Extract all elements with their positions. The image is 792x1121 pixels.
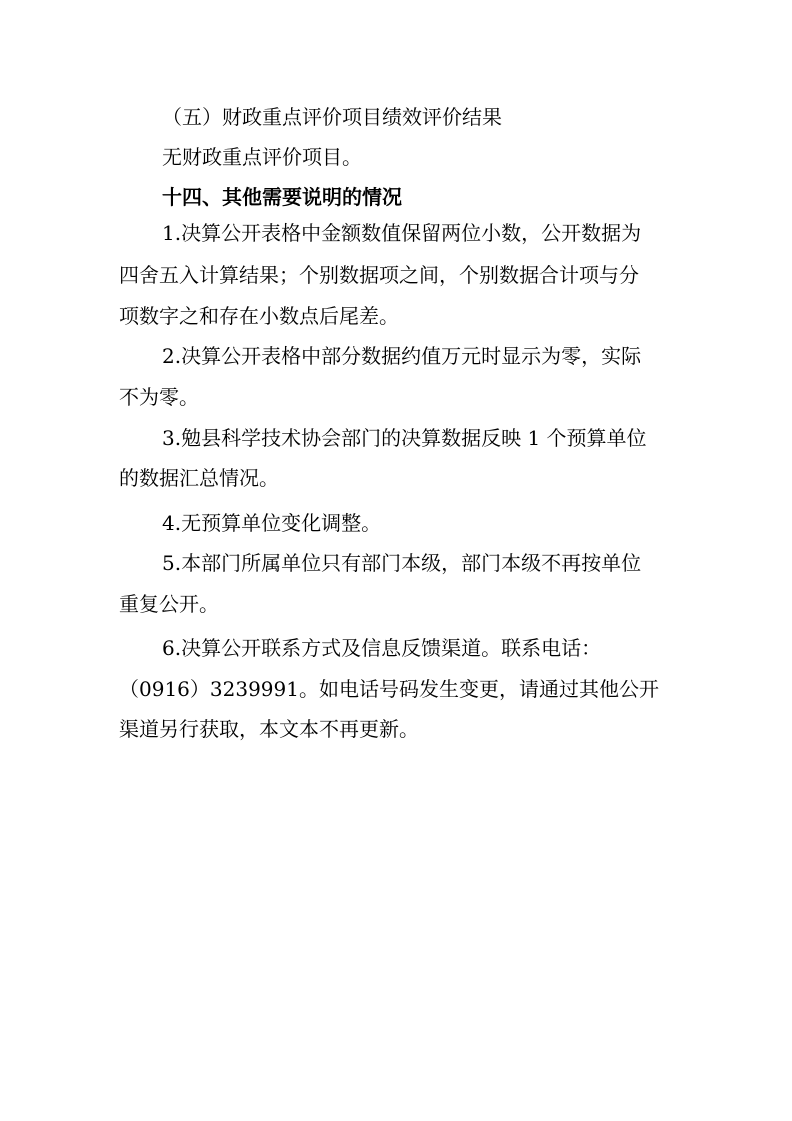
item-2-line-2: 不为零。 [119,385,199,409]
item-3-line-1: 3.勉县科学技术协会部门的决算数据反映 1 个预算单位 [162,426,647,450]
item-1-line-3: 项数字之和存在小数点后尾差。 [119,304,399,328]
section-five-body: 无财政重点评价项目。 [162,145,362,169]
item-5-line-2: 重复公开。 [119,592,219,616]
item-6-line-1: 6.决算公开联系方式及信息反馈渠道。联系电话： [162,636,602,660]
item-1-line-2: 四舍五入计算结果；个别数据项之间，个别数据合计项与分 [119,263,639,287]
item-6-line-3: 渠道另行获取，本文本不再更新。 [119,717,419,741]
item-2-line-1: 2.决算公开表格中部分数据约值万元时显示为零，实际 [162,344,642,368]
item-3-line-2: 的数据汇总情况。 [119,466,279,490]
item-6-line-2: （0916）3239991。如电话号码发生变更，请通过其他公开 [119,677,659,701]
item-4-line-1: 4.无预算单位变化调整。 [162,511,382,535]
section-five-title: （五）财政重点评价项目绩效评价结果 [162,105,502,129]
section-fourteen-title: 十四、其他需要说明的情况 [162,185,402,209]
item-1-line-1: 1.决算公开表格中金额数值保留两位小数，公开数据为 [162,221,642,245]
item-5-line-1: 5.本部门所属单位只有部门本级，部门本级不再按单位 [162,551,642,575]
